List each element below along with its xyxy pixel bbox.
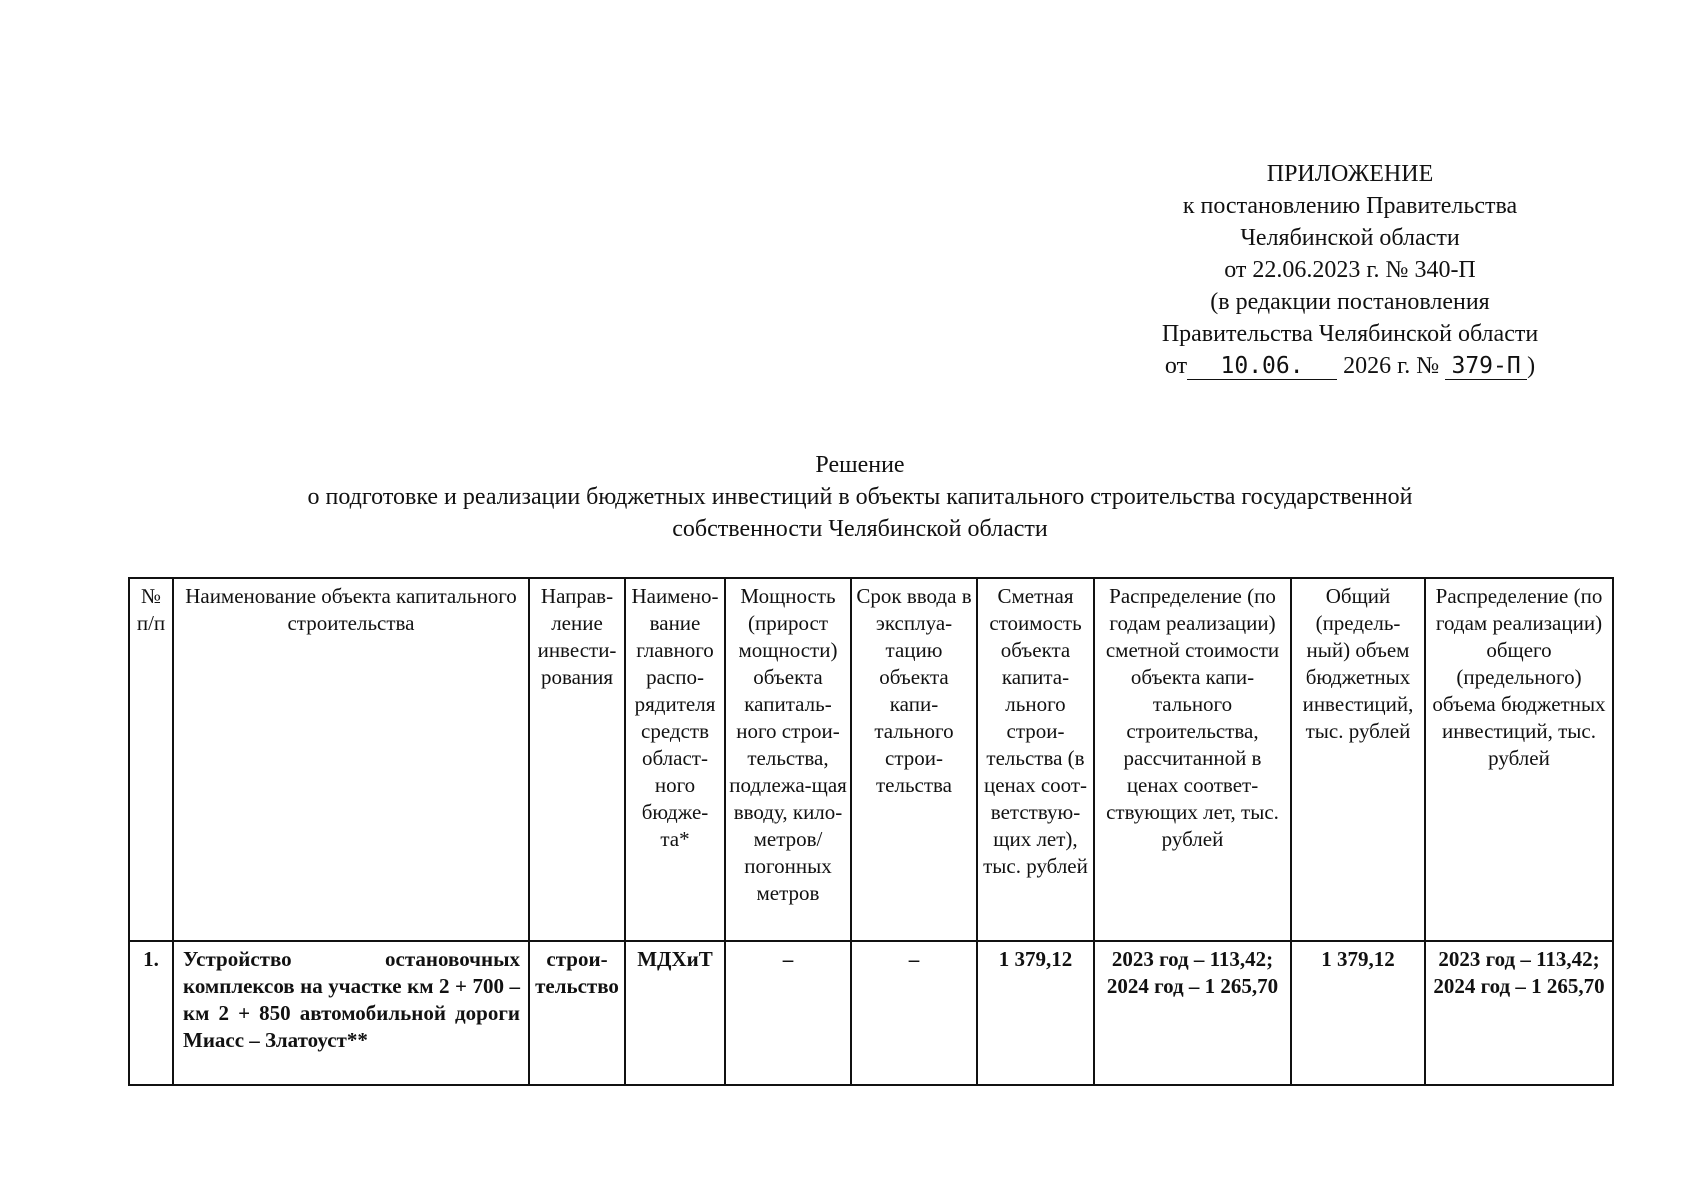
title-line: о подготовке и реализации бюджетных инвестиций в объекты капитального строительства государственной [307, 484, 1413, 510]
document-title [150, 449, 1570, 545]
appendix-line: Челябинской области [1240, 225, 1460, 251]
appendix-date-line [1100, 350, 1600, 382]
table-header-row [129, 578, 1613, 941]
cell-manager: МДХиТ [625, 941, 725, 1085]
appendix-line: (в редакции постановления [1210, 289, 1490, 315]
table-row [129, 941, 1613, 1085]
cell-direction: строи-тельство [529, 941, 625, 1085]
header-investment-distribution: Распределение (по годам реализации) общего (предельного) объема бюджетных инвестиций, тыс. рублей [1425, 578, 1613, 941]
cell-total-investment: 1 379,12 [1291, 941, 1425, 1085]
appendix-heading: ПРИЛОЖЕНИЕ [1266, 161, 1434, 187]
header-manager: Наимено-вание главного распо-рядителя средств област-ного бюдже-та* [625, 578, 725, 941]
cell-investment-distribution: 2023 год – 113,42; 2024 год – 1 265,70 [1425, 941, 1613, 1085]
header-direction: Направ-ление инвести-рования [529, 578, 625, 941]
cell-number: 1. [129, 941, 173, 1085]
cell-commissioning: – [851, 941, 977, 1085]
year-label: 2026 г. № [1343, 353, 1440, 379]
cell-estimated-cost: 1 379,12 [977, 941, 1094, 1085]
header-cost-distribution: Распределение (по годам реализации) сметной стоимости объекта капи-тального строительства, рассчитанной в ценах соответ-ствующих лет, тыс. рублей [1094, 578, 1291, 941]
cell-capacity: – [725, 941, 851, 1085]
cell-cost-distribution: 2023 год – 113,42; 2024 год – 1 265,70 [1094, 941, 1291, 1085]
header-number: № п/п [129, 578, 173, 941]
from-label: от [1164, 353, 1188, 379]
header-estimated-cost: Сметная стоимость объекта капита-льного строи-тельства (в ценах соот-ветствую-щих лет), тыс. рублей [977, 578, 1094, 941]
appendix-line: к постановлению Правительства [1182, 193, 1518, 219]
handwritten-date: 10.06. [1187, 353, 1337, 380]
investment-table [128, 577, 1614, 1086]
handwritten-number: 379-П [1445, 353, 1527, 380]
appendix-block [1100, 158, 1600, 382]
title-line: Решение [815, 452, 905, 478]
header-capacity: Мощность (прирост мощности) объекта капиталь-ного строи-тельства, подлежа-щая вводу, кило-метров/ погонных метров [725, 578, 851, 941]
title-line: собственности Челябинской области [672, 516, 1048, 542]
appendix-line: Правительства Челябинской области [1161, 321, 1539, 347]
closing-paren: ) [1527, 353, 1536, 379]
header-commissioning: Срок ввода в эксплуа-тацию объекта капи-тального строи-тельства [851, 578, 977, 941]
header-object-name: Наименование объекта капитального строительства [173, 578, 529, 941]
appendix-line: от 22.06.2023 г. № 340-П [1224, 257, 1476, 283]
cell-object-name: Устройство остановочных комплексов на участке км 2 + 700 – км 2 + 850 автомобильной дороги Миасс – Златоуст** [173, 941, 529, 1085]
header-total-investment: Общий (предель-ный) объем бюджетных инвестиций, тыс. рублей [1291, 578, 1425, 941]
